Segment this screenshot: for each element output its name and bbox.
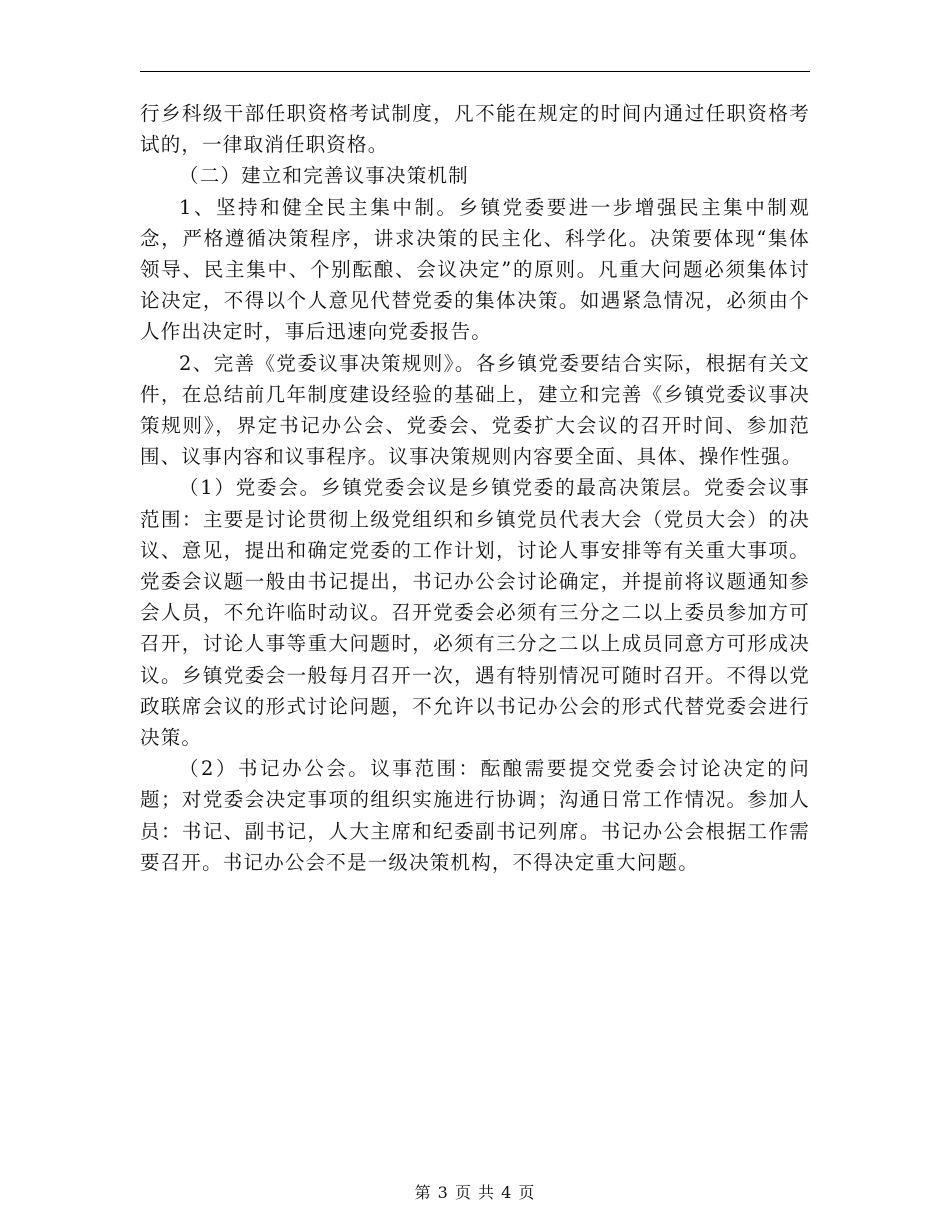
page-number: 第 3 页 共 4 页 <box>414 1183 536 1202</box>
paragraph-1: 行乡科级干部任职资格考试制度，凡不能在规定的时间内通过任职资格考试的，一律取消任职资格。 <box>140 102 810 157</box>
paragraph-decision-rules: 2、完善《党委议事决策规则》。各乡镇党委要结合实际，根据有关文件，在总结前几年制度建设经验的基础上，建立和完善《乡镇党委议事决策规则》，界定书记办公会、党委会、党委扩大会议的召开时间、参加范围、议事内容和议事程序。议事决策规则内容要全面、具体、操作性强。 <box>140 351 810 469</box>
header-rule <box>140 71 810 72</box>
document-body <box>140 98 810 878</box>
section-heading: （二）建立和完善议事决策机制 <box>179 164 469 188</box>
paragraph-secretary-office: （2）书记办公会。议事范围：酝酿需要提交党委会讨论决定的问题；对党委会决定事项的组织实施进行协调；沟通日常工作情况。参加人员：书记、副书记，人大主席和纪委副书记列席。书记办公会根据工作需要召开。书记办公会不是一级决策机构，不得决定重大问题。 <box>140 757 810 874</box>
paragraph-democratic-centralism: 1、坚持和健全民主集中制。乡镇党委要进一步增强民主集中制观念，严格遵循决策程序，讲求决策的民主化、科学化。决策要体现“集体领导、民主集中、个别酝酿、会议决定”的原则。凡重大问题必须集体讨论决定，不得以个人意见代替党委的集体决策。如遇紧急情况，必须由个人作出决定时，事后迅速向党委报告。 <box>140 195 810 344</box>
paragraph-party-committee: （1）党委会。乡镇党委会议是乡镇党委的最高决策层。党委会议事范围：主要是讨论贯彻上级党组织和乡镇党员代表大会（党员大会）的决议、意见，提出和确定党委的工作计划，讨论人事安排等有关重大事项。党委会议题一般由书记提出，书记办公会讨论确定，并提前将议题通知参会人员，不允许临时动议。召开党委会必须有三分之二以上委员参加方可召开，讨论人事等重大问题时，必须有三分之二以上成员同意方可形成决议。乡镇党委会一般每月召开一次，遇有特别情况可随时召开。不得以党政联席会议的形式讨论问题，不允许以书记办公会的形式代替党委会进行决策。 <box>140 476 810 750</box>
